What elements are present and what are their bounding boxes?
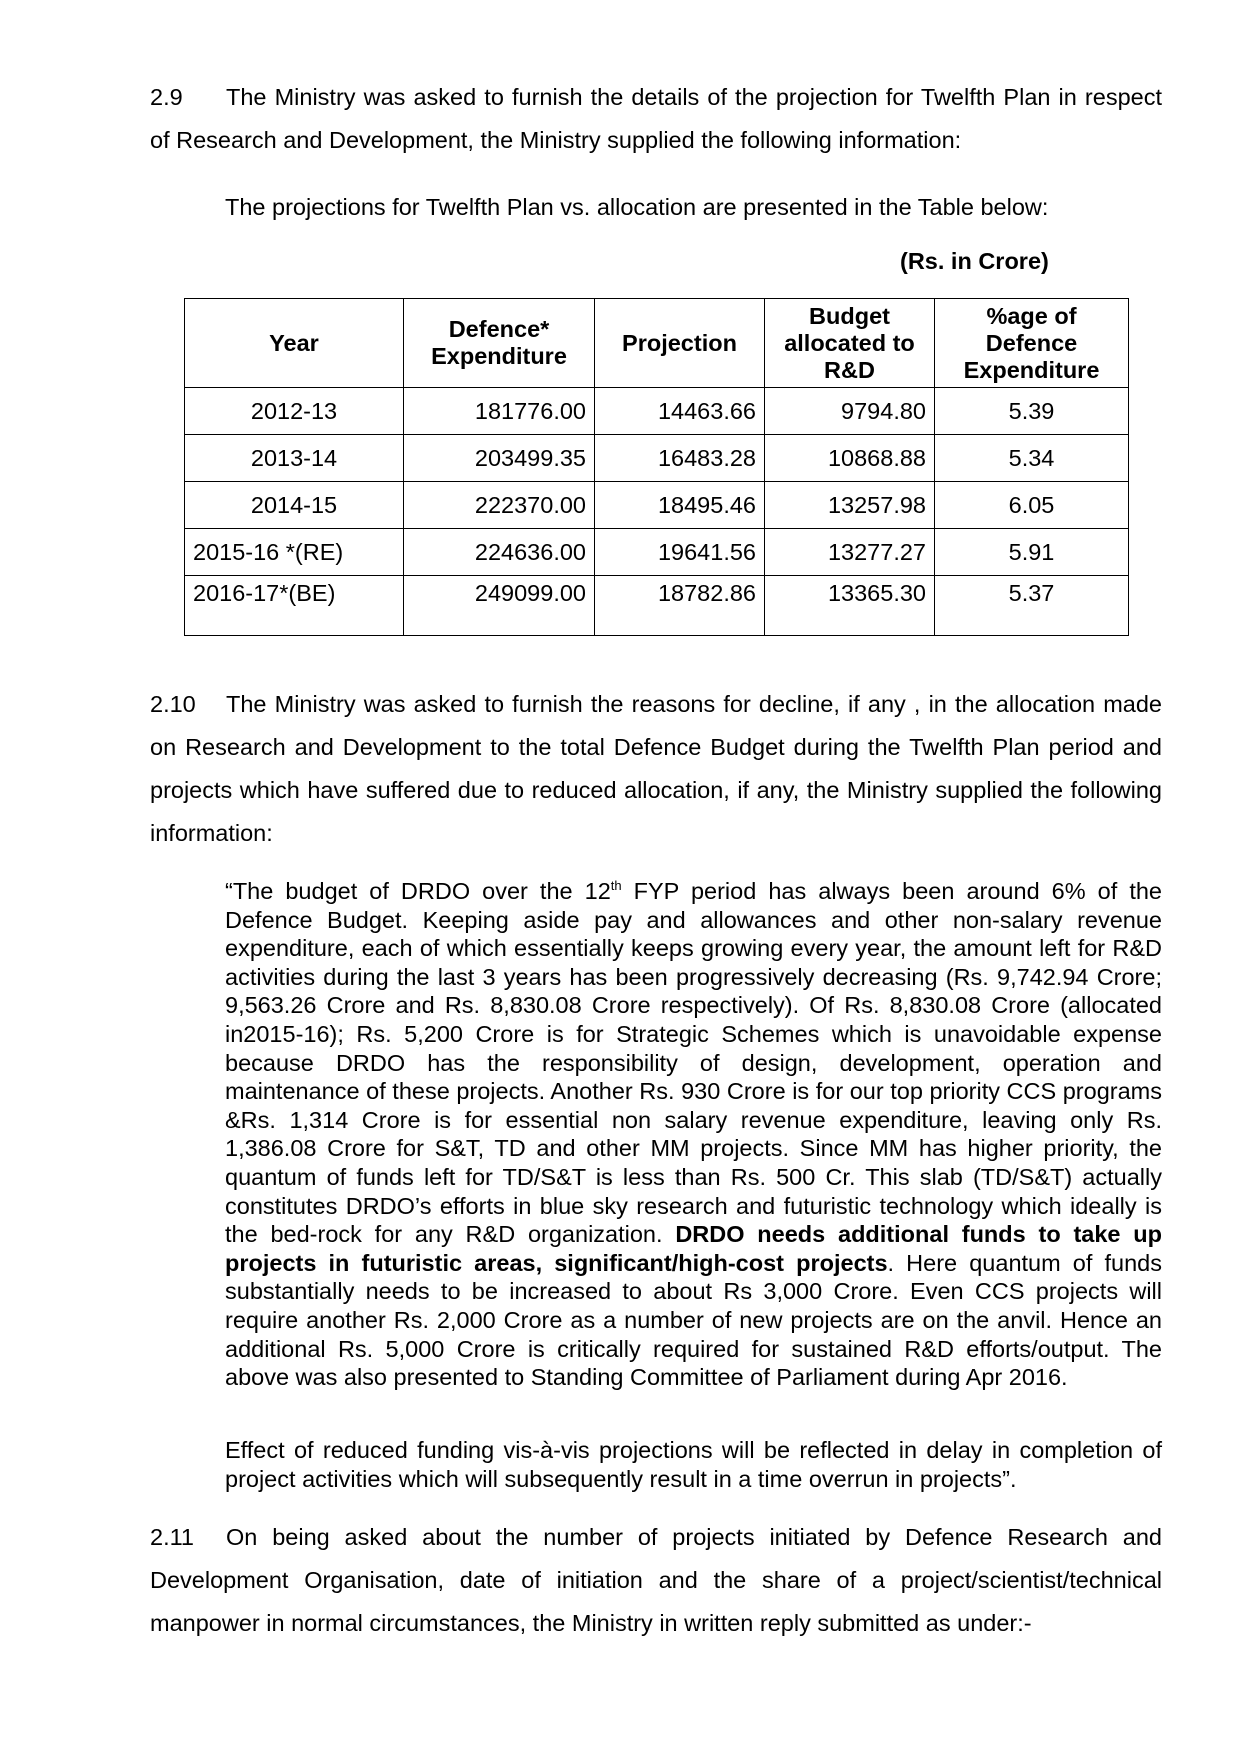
quoted-reply-main (225, 877, 1162, 1392)
paragraph-text: The Ministry was asked to furnish the details of the projection for Twelfth Plan in respect of Research and Development, the Ministry supplied the following information: (150, 84, 1162, 153)
cell-year: 2014-15 (185, 482, 404, 529)
table-row (185, 388, 1129, 435)
cell-percent: 5.91 (935, 529, 1129, 576)
table-intro: The projections for Twelfth Plan vs. allocation are presented in the Table below: (225, 194, 1049, 220)
cell-budget-allocated: 9794.80 (765, 388, 935, 435)
cell-defence-expenditure: 181776.00 (404, 388, 595, 435)
cell-projection: 18495.46 (595, 482, 765, 529)
quote-text: FYP period has always been around 6% of the Defence Budget. Keeping aside pay and allowances and other non-salary revenue expenditure, each of which essentially keeps growing every year, the amount left for R&D activities during the last 3 years has been progressively decreasing (Rs. 9,742.94 Crore; 9,563.26 Crore and Rs. 8,830.08 Crore respectively). Of Rs. 8,830.08 Crore (allocated in2015-16); Rs. 5,200 Crore is for Strategic Schemes which is unavoidable expense because DRDO has the responsibility of design, development, operation and maintenance of these projects. Another Rs. 930 Crore is for our top priority CCS programs &Rs. 1,314 Crore is for essential non salary revenue expenditure, leaving only Rs. 1,386.08 Crore for S&T, TD and other MM projects. Since MM has higher priority, the quantum of funds left for TD/S&T is less than Rs. 500 Cr. This slab (TD/S&T) actually constitutes DRDO’s efforts in blue sky research and futuristic technology which ideally is the bed-rock for any R&D organization. (225, 878, 1162, 1248)
table-row (185, 482, 1129, 529)
cell-budget-allocated: 13277.27 (765, 529, 935, 576)
header-percent-defence: %age of Defence Expenditure (935, 299, 1129, 388)
budget-table (184, 298, 1129, 636)
paragraph-2-11 (150, 1516, 1162, 1645)
cell-projection: 16483.28 (595, 435, 765, 482)
header-defence-expenditure: Defence* Expenditure (404, 299, 595, 388)
paragraph-text: The Ministry was asked to furnish the reasons for decline, if any , in the allocation made on Research and Development to the total Defence Budget during the Twelfth Plan period and projects which have suffered due to reduced allocation, if any, the Ministry supplied the following information: (150, 691, 1162, 846)
cell-projection: 19641.56 (595, 529, 765, 576)
cell-projection: 14463.66 (595, 388, 765, 435)
unit-note: (Rs. in Crore) (900, 248, 1049, 274)
quote-text: Effect of reduced funding vis-à-vis projections will be reflected in delay in completion of project activities which will subsequently result in a time overrun in projects”. (225, 1437, 1162, 1492)
cell-defence-expenditure: 222370.00 (404, 482, 595, 529)
header-year: Year (185, 299, 404, 388)
table-row (185, 435, 1129, 482)
quoted-reply-effect (225, 1436, 1162, 1493)
paragraph-2-10 (150, 683, 1162, 855)
quote-text: . Here quantum of funds substantially needs to be increased to about Rs 3,000 Crore. Even CCS projects will require another Rs. 2,000 Crore as a number of new projects are on the anvil. Hence an additional Rs. 5,000 Crore is critically required for sustained R&D efforts/output. The above was also presented to Standing Committee of Parliament during Apr 2016. (225, 1249, 1162, 1391)
cell-budget-allocated: 13257.98 (765, 482, 935, 529)
superscript-th: th (610, 878, 622, 893)
cell-year: 2015-16 *(RE) (185, 529, 404, 576)
cell-percent: 5.39 (935, 388, 1129, 435)
header-budget-allocated: Budget allocated to R&D (765, 299, 935, 388)
quote-text: “The budget of DRDO over the 12 (225, 878, 611, 904)
cell-year: 2016-17*(BE) (185, 576, 404, 636)
cell-budget-allocated: 13365.30 (765, 576, 935, 636)
cell-defence-expenditure: 249099.00 (404, 576, 595, 636)
cell-year: 2012-13 (185, 388, 404, 435)
paragraph-number: 2.10 (150, 691, 196, 717)
table-row (185, 529, 1129, 576)
table-row (185, 576, 1129, 636)
cell-budget-allocated: 10868.88 (765, 435, 935, 482)
quote-bold-text: DRDO needs additional funds to take up projects in futuristic areas, significant/high-cost projects (225, 1221, 1162, 1276)
cell-percent: 6.05 (935, 482, 1129, 529)
cell-percent: 5.37 (935, 576, 1129, 636)
paragraph-2-9 (150, 76, 1162, 162)
header-projection: Projection (595, 299, 765, 388)
cell-projection: 18782.86 (595, 576, 765, 636)
paragraph-number: 2.11 (150, 1524, 194, 1550)
cell-year: 2013-14 (185, 435, 404, 482)
table-header-row (185, 299, 1129, 388)
cell-defence-expenditure: 224636.00 (404, 529, 595, 576)
paragraph-number: 2.9 (150, 84, 183, 110)
cell-percent: 5.34 (935, 435, 1129, 482)
cell-defence-expenditure: 203499.35 (404, 435, 595, 482)
paragraph-text: On being asked about the number of projects initiated by Defence Research and Development Organisation, date of initiation and the share of a project/scientist/technical manpower in normal circumstances, the Ministry in written reply submitted as under:- (150, 1524, 1162, 1636)
